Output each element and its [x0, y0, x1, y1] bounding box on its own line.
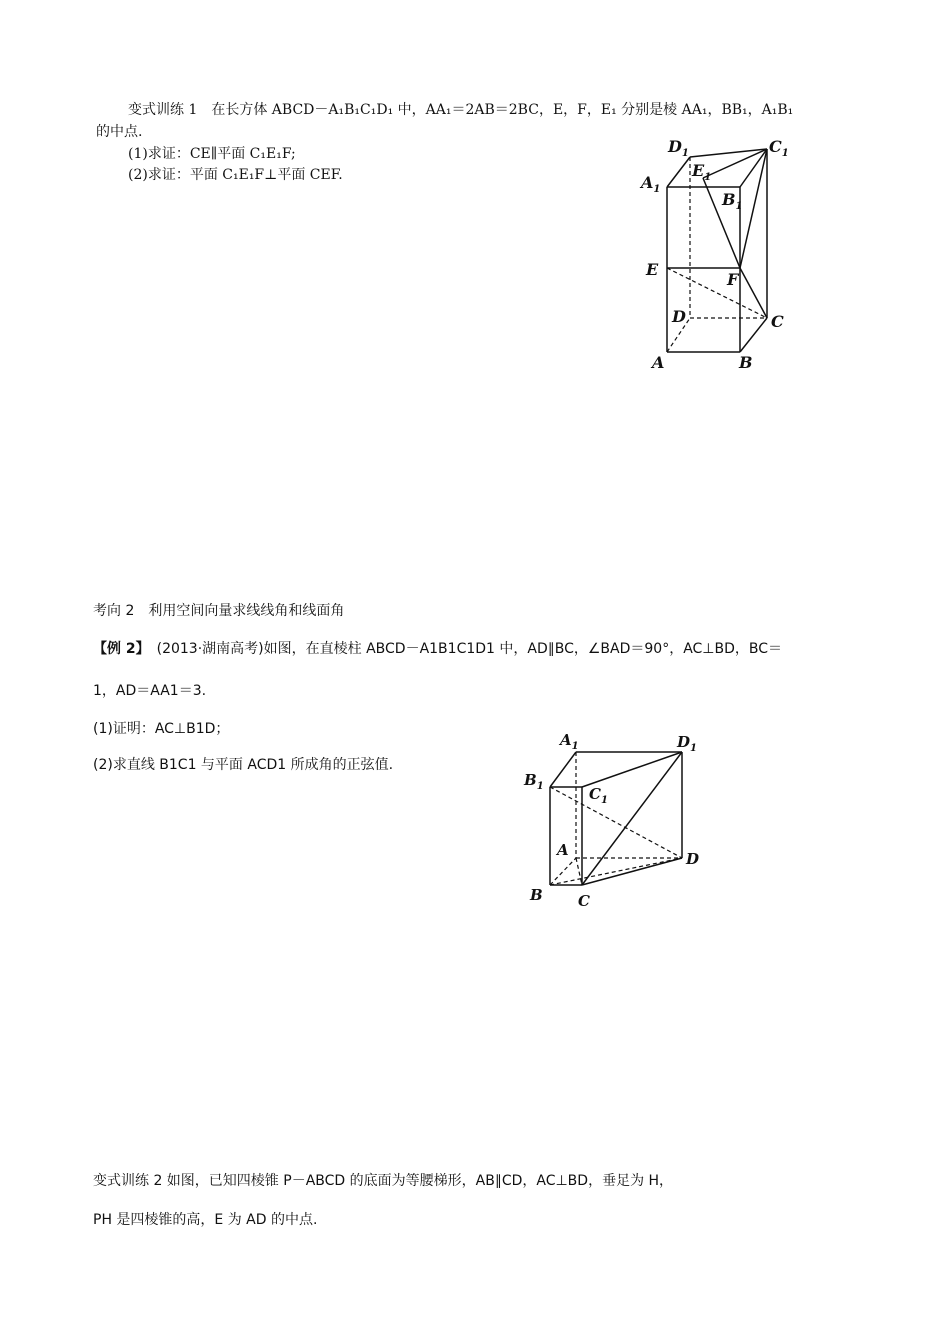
exercise2-line1: 变式训练 2 如图，已知四棱锥 P－ABCD 的底面为等腰梯形，AB∥CD，AC⊥BD，垂足为 H， — [93, 1173, 674, 1189]
label-D1: $D_1$ — [677, 733, 697, 754]
exercise1-question2: (2)求证：平面 C₁E₁F⊥平面 CEF. — [128, 167, 343, 183]
label-F: F — [727, 270, 739, 289]
label-A1: $A_1$ — [641, 173, 661, 195]
example2-line1 — [93, 638, 782, 658]
label-C: C — [578, 892, 590, 910]
label-A: A — [557, 841, 569, 859]
section2-heading: 考向 2 利用空间向量求线线角和线面角 — [93, 603, 345, 619]
label-A1: $A_1$ — [560, 731, 579, 752]
exercise1-line1: 变式训练 1 在长方体 ABCD－A₁B₁C₁D₁ 中，AA₁＝2AB＝2BC，E，F，E₁ 分别是棱 AA₁，BB₁，A₁B₁ — [128, 102, 794, 118]
prism-figure — [520, 725, 710, 915]
example2-question1: (1)证明：AC⊥B1D； — [93, 721, 230, 737]
example2-text: (2013·湖南高考)如图，在直棱柱 ABCD－A1B1C1D1 中，AD∥BC，∠BAD＝90°，AC⊥BD，BC＝ — [142, 641, 783, 657]
exercise1-question1: (1)求证：CE∥平面 C₁E₁F; — [128, 146, 296, 162]
example2-tag: 【例 2】 — [93, 641, 143, 657]
label-D: D — [672, 307, 686, 326]
example2-question2: (2)求直线 B1C1 与平面 ACD1 所成角的正弦值. — [93, 757, 394, 773]
label-C1: $C_1$ — [769, 137, 789, 159]
label-B: B — [739, 353, 753, 372]
exercise1-line2: 的中点. — [96, 124, 143, 140]
label-D: D — [686, 850, 700, 868]
cuboid-figure — [630, 128, 800, 378]
label-E: E — [646, 260, 659, 279]
label-D1: $D_1$ — [668, 137, 689, 159]
label-C: C — [771, 312, 784, 331]
label-B1: $B_1$ — [524, 771, 544, 792]
label-E1: $E_1$ — [692, 161, 712, 183]
label-B: B — [530, 886, 543, 904]
label-A: A — [652, 353, 665, 372]
label-B1: $B_1$ — [722, 190, 743, 212]
label-C1: $C_1$ — [589, 785, 608, 806]
exercise2-line2: PH 是四棱锥的高，E 为 AD 的中点. — [93, 1212, 318, 1228]
example2-line2: 1，AD＝AA1＝3. — [93, 683, 207, 699]
